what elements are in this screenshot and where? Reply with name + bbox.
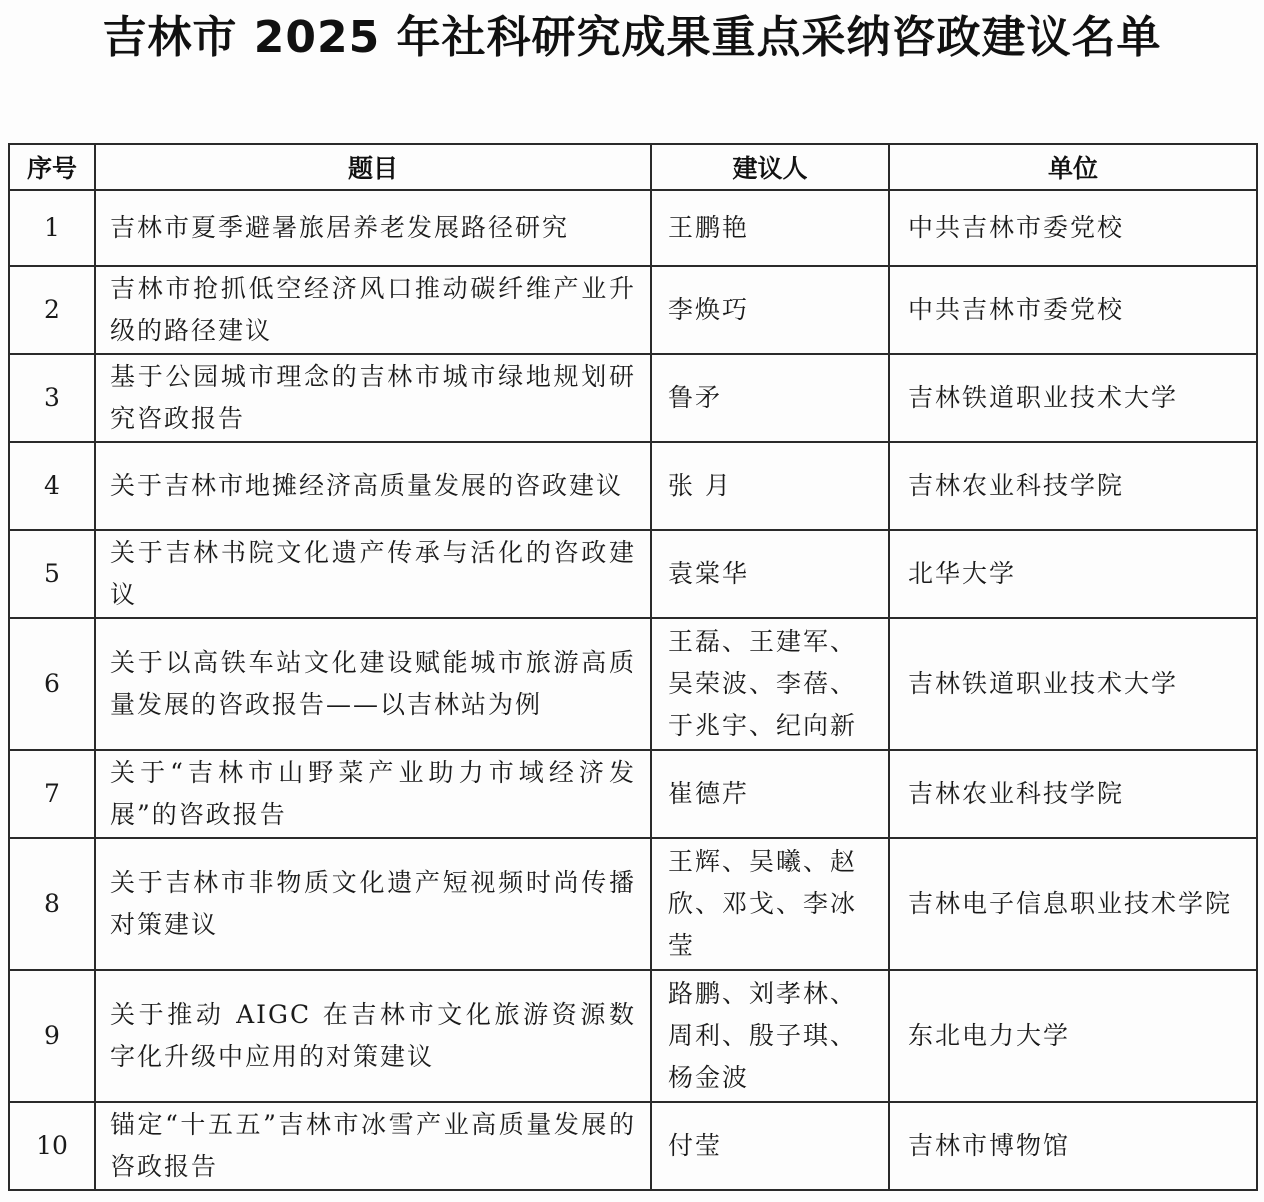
table-row — [9, 1102, 1257, 1190]
row-topic: 关于推动 AIGC 在吉林市文化旅游资源数字化升级中应用的对策建议 — [95, 970, 651, 1102]
row-unit: 吉林铁道职业技术大学 — [889, 354, 1257, 442]
table-row — [9, 266, 1257, 354]
header-no: 序号 — [9, 144, 95, 190]
row-unit: 吉林农业科技学院 — [889, 750, 1257, 838]
row-person: 王磊、王建军、吴荣波、李蓓、于兆宇、纪向新 — [651, 618, 889, 750]
row-no: 5 — [9, 530, 95, 618]
row-person: 付莹 — [651, 1102, 889, 1190]
row-topic: 吉林市夏季避暑旅居养老发展路径研究 — [95, 190, 651, 266]
row-unit: 东北电力大学 — [889, 970, 1257, 1102]
row-person: 鲁矛 — [651, 354, 889, 442]
row-no: 6 — [9, 618, 95, 750]
row-unit: 吉林铁道职业技术大学 — [889, 618, 1257, 750]
row-topic: 关于“吉林市山野菜产业助力市域经济发展”的咨政报告 — [95, 750, 651, 838]
row-person: 张 月 — [651, 442, 889, 530]
header-unit: 单位 — [889, 144, 1257, 190]
table-row — [9, 838, 1257, 970]
row-topic: 锚定“十五五”吉林市冰雪产业高质量发展的咨政报告 — [95, 1102, 651, 1190]
row-topic: 关于以高铁车站文化建设赋能城市旅游高质量发展的咨政报告——以吉林站为例 — [95, 618, 651, 750]
row-person: 崔德芹 — [651, 750, 889, 838]
table-row — [9, 442, 1257, 530]
row-person: 李焕巧 — [651, 266, 889, 354]
row-unit: 吉林市博物馆 — [889, 1102, 1257, 1190]
row-no: 3 — [9, 354, 95, 442]
row-person: 王鹏艳 — [651, 190, 889, 266]
row-unit: 吉林农业科技学院 — [889, 442, 1257, 530]
row-no: 4 — [9, 442, 95, 530]
table-row — [9, 750, 1257, 838]
table-header-row — [9, 144, 1257, 190]
table-row — [9, 618, 1257, 750]
table-row — [9, 190, 1257, 266]
row-topic: 关于吉林市地摊经济高质量发展的咨政建议 — [95, 442, 651, 530]
header-person: 建议人 — [651, 144, 889, 190]
document-title: 吉林市 2025 年社科研究成果重点采纳咨政建议名单 — [102, 12, 1162, 63]
table-row — [9, 530, 1257, 618]
row-no: 2 — [9, 266, 95, 354]
recommendation-table — [8, 143, 1258, 1191]
row-person: 王辉、吴曦、赵欣、邓戈、李冰莹 — [651, 838, 889, 970]
header-topic: 题目 — [95, 144, 651, 190]
row-no: 1 — [9, 190, 95, 266]
row-no: 8 — [9, 838, 95, 970]
row-no: 10 — [9, 1102, 95, 1190]
row-person: 袁棠华 — [651, 530, 889, 618]
row-unit: 中共吉林市委党校 — [889, 190, 1257, 266]
row-no: 7 — [9, 750, 95, 838]
row-no: 9 — [9, 970, 95, 1102]
table-row — [9, 354, 1257, 442]
row-unit: 中共吉林市委党校 — [889, 266, 1257, 354]
row-unit: 北华大学 — [889, 530, 1257, 618]
row-unit: 吉林电子信息职业技术学院 — [889, 838, 1257, 970]
row-topic: 基于公园城市理念的吉林市城市绿地规划研究咨政报告 — [95, 354, 651, 442]
row-topic: 关于吉林书院文化遗产传承与活化的咨政建议 — [95, 530, 651, 618]
row-topic: 关于吉林市非物质文化遗产短视频时尚传播对策建议 — [95, 838, 651, 970]
table-row — [9, 970, 1257, 1102]
row-topic: 吉林市抢抓低空经济风口推动碳纤维产业升级的路径建议 — [95, 266, 651, 354]
row-person: 路鹏、刘孝林、周利、殷子琪、杨金波 — [651, 970, 889, 1102]
